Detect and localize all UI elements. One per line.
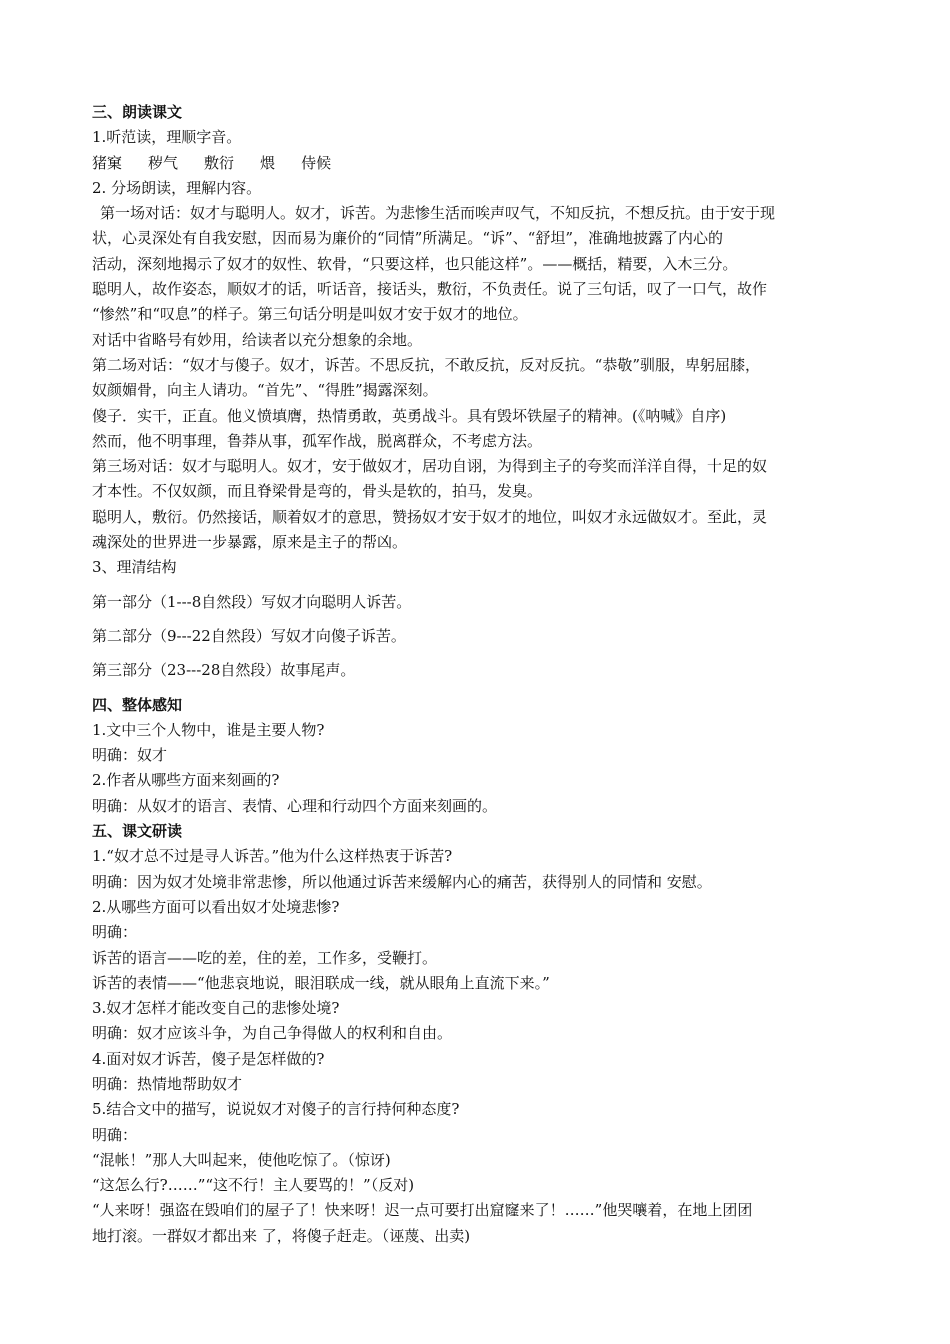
question: 1.文中三个人物中，谁是主要人物? [92, 720, 325, 739]
question: 3.奴才怎样才能改变自己的悲惨处境? [92, 999, 340, 1018]
item-listen: 1.听范读，理顺字音。 [92, 128, 242, 147]
structure-part-1: 第一部分（1---8自然段）写奴才向聪明人诉苦。 [92, 592, 412, 611]
answer-detail: 诉苦的语言——吃的差，住的差，工作多，受鞭打。 [92, 948, 438, 967]
document-page [92, 100, 872, 1249]
item-roles: 2. 分场朗读，理解内容。 [92, 178, 262, 197]
paragraph-line: 傻子．实干，正直。他义愤填膺，热情勇敢，英勇战斗。具有毁坏铁屋子的精神。(《呐喊》自序) [92, 406, 727, 425]
structure-part-2: 第二部分（9---22自然段）写奴才向傻子诉苦。 [92, 626, 406, 645]
answer-quote: “这怎么行?……”“这不行！主人要骂的！”（反对) [92, 1176, 415, 1195]
answer: 明确：从奴才的语言、表情、心理和行动四个方面来刻画的。 [92, 796, 498, 815]
vocab-word: 猪窠 [92, 153, 123, 172]
question: 2.作者从哪些方面来刻画的? [92, 771, 280, 790]
answer: 明确：热情地帮助奴才 [92, 1074, 243, 1093]
paragraph-line: 活动，深刻地揭示了奴才的奴性、软骨，“只要这样，也只能这样”。——概括，精要，入木三分。 [92, 254, 738, 273]
answer: 明确： [92, 1125, 138, 1144]
paragraph-line: 对话中省略号有妙用，给读者以充分想象的余地。 [92, 330, 423, 349]
paragraph-line: “惨然”和“叹息”的样子。第三句话分明是叫奴才安于奴才的地位。 [92, 305, 528, 324]
structure-part-3: 第三部分（23---28自然段）故事尾声。 [92, 661, 356, 680]
paragraph-line: 状，心灵深处有自我安慰，因而易为廉价的“同情”所满足。“诉”、“舒坦”，准确地披露了内心的 [92, 229, 724, 248]
answer-quote: “混帐！”那人大叫起来，使他吃惊了。（惊讶) [92, 1150, 391, 1169]
question: 1.“奴才总不过是寻人诉苦。”他为什么这样热衷于诉苦? [92, 847, 453, 866]
paragraph-line: 才本性。不仅奴颜，而且脊梁骨是弯的，骨头是软的，拍马，发臭。 [92, 482, 543, 501]
paragraph-line: 第三场对话：奴才与聪明人。奴才，安于做奴才，居功自诩，为得到主子的夸奖而洋洋自得，十足的奴 [92, 457, 768, 476]
paragraph-line: 魂深处的世界进一步暴露，原来是主子的帮凶。 [92, 533, 408, 552]
question: 2.从哪些方面可以看出奴才处境悲惨? [92, 897, 340, 916]
vocab-word: 侍候 [301, 153, 332, 172]
paragraph-line: 第一场对话：奴才与聪明人。奴才，诉苦。为悲惨生活而唉声叹气，不知反抗，不想反抗。由于安于现 [100, 204, 776, 223]
paragraph-line: 聪明人，敷衍。仍然接话，顺着奴才的意思，赞扬奴才安于奴才的地位，叫奴才永远做奴才。至此，灵 [92, 507, 768, 526]
answer-detail: 诉苦的表情——“他悲哀地说，眼泪联成一线，就从眼角上直流下来。” [92, 973, 550, 992]
answer: 明确： [92, 923, 138, 942]
answer: 明确：因为奴才处境非常悲惨，所以他通过诉苦来缓解内心的痛苦，获得别人的同情和 安慰。 [92, 872, 712, 891]
section-heading-3: 三、朗读课文 [92, 103, 183, 121]
paragraph-line: 然而，他不明事理，鲁莽从事，孤军作战，脱离群众，不考虑方法。 [92, 431, 543, 450]
vocab-word: 煨 [260, 153, 276, 172]
answer-quote: 地打滚。一群奴才都出来 了，将傻子赶走。（诬蔑、出卖) [92, 1226, 471, 1245]
section-heading-5: 五、课文研读 [92, 822, 183, 841]
paragraph-line: 聪明人，故作姿态，顺奴才的话，听话音，接话头，敷衍，不负责任。说了三句话，叹了一口气，故作 [92, 280, 768, 299]
answer: 明确：奴才应该斗争，为自己争得做人的权利和自由。 [92, 1024, 453, 1043]
item-structure: 3、理清结构 [92, 558, 177, 577]
paragraph-line: 第二场对话：“奴才与傻子。奴才，诉苦。不思反抗，不敢反抗，反对反抗。“恭敬”驯服，卑躬屈膝， [92, 355, 761, 374]
section-heading-4: 四、整体感知 [92, 695, 183, 714]
paragraph-line: 奴颜媚骨，向主人请功。“首先”、“得胜”揭露深刻。 [92, 381, 438, 400]
answer: 明确：奴才 [92, 746, 168, 765]
vocab-word: 秽气 [148, 153, 179, 172]
vocab-word: 敷衍 [204, 153, 235, 172]
question: 4.面对奴才诉苦，傻子是怎样做的? [92, 1049, 325, 1068]
answer-quote: “人来呀！强盗在毁咱们的屋子了！快来呀！迟一点可要打出窟窿来了！……”他哭嚷着，在地上团团 [92, 1201, 753, 1220]
question: 5.结合文中的描写，说说奴才对傻子的言行持何种态度? [92, 1100, 460, 1119]
vocab-list [92, 151, 872, 176]
